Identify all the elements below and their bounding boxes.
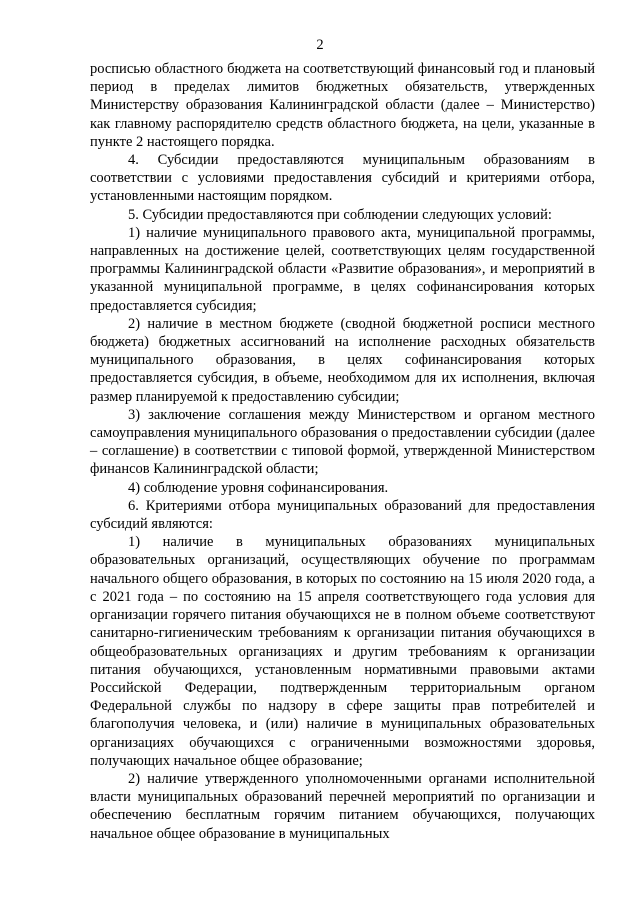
condition-4: 4) соблюдение уровня софинансирования. <box>128 479 389 496</box>
criterion-1: 1) наличие в муниципальных образованиях муниципальных образовательных организаций, осуществляющих обучение по программам начального общего образования, в которых по состоянию на 15 июля 2020 года, а с 2021 года – по состоянию на 15 апреля соответствующего года условия для организации горячего питания обучающихся не в полном объеме соответствуют санитарно-гигиеническим требованиям к организации питания обучающихся в общеобразовательных организациях и другим требованиям к организации питания обучающихся, установленным нормативными правовыми актами Российской Федерации, подтвержденным территориальным органом Федеральной службы по надзору в сфере защиты прав потребителей и благополучия человека, и (или) наличие в муниципальных образовательных организациях обучающихся с ограниченными возможностями здоровья, получающих начальное общее образование; <box>90 534 595 769</box>
condition-2: 2) наличие в местном бюджете (сводной бюджетной росписи местного бюджета) бюджетных ассигнований на исполнение расходных обязательств муниципального образования, в целях софинансирования которых предоставляется субсидия, в объеме, необходимом для их исполнения, включая размер планируемой к предоставлению субсидии; <box>90 315 595 405</box>
paragraph-item-6: 6. Критериями отбора муниципальных образований для предоставления субсидий являются: <box>90 497 595 533</box>
criterion-2: 2) наличие утвержденного уполномоченными органами исполнительной власти муниципальных образований перечней мероприятий по организации и обеспечению бесплатным горячим питанием обучающихся, получающих начальное общее образование в муниципальных <box>90 770 595 842</box>
condition-1: 1) наличие муниципального правового акта, муниципальной программы, направленных на достижение целей, соответствующих целям государственной программы Калининградской области «Развитие образования», и мероприятий в указанной муниципальной программе, в целях софинансирования которых предоставляется субсидия; <box>90 224 595 314</box>
paragraph-item-4: 4. Субсидии предоставляются муниципальным образованиям в соответствии с условиями предоставления субсидий и критериями отбора, установленными настоящим порядком. <box>90 152 595 205</box>
paragraph-item-5: 5. Субсидии предоставляются при соблюдении следующих условий: <box>128 206 552 223</box>
document-body <box>90 60 595 843</box>
page-number: 2 <box>316 37 324 53</box>
condition-3: 3) заключение соглашения между Министерством и органом местного самоуправления муниципального образования о предоставлении субсидии (далее – соглашение) в соответствии с типовой формой, утвержденной Министерством финансов Калининградской области; <box>90 406 595 478</box>
paragraph-continuation: росписью областного бюджета на соответствующий финансовый год и плановый период в пределах лимитов бюджетных обязательств, утвержденных Министерству образования Калининградской области (далее – Министерство) как главному распорядителю средств областного бюджета, на цели, указанные в пункте 2 настоящего порядка. <box>90 61 595 150</box>
